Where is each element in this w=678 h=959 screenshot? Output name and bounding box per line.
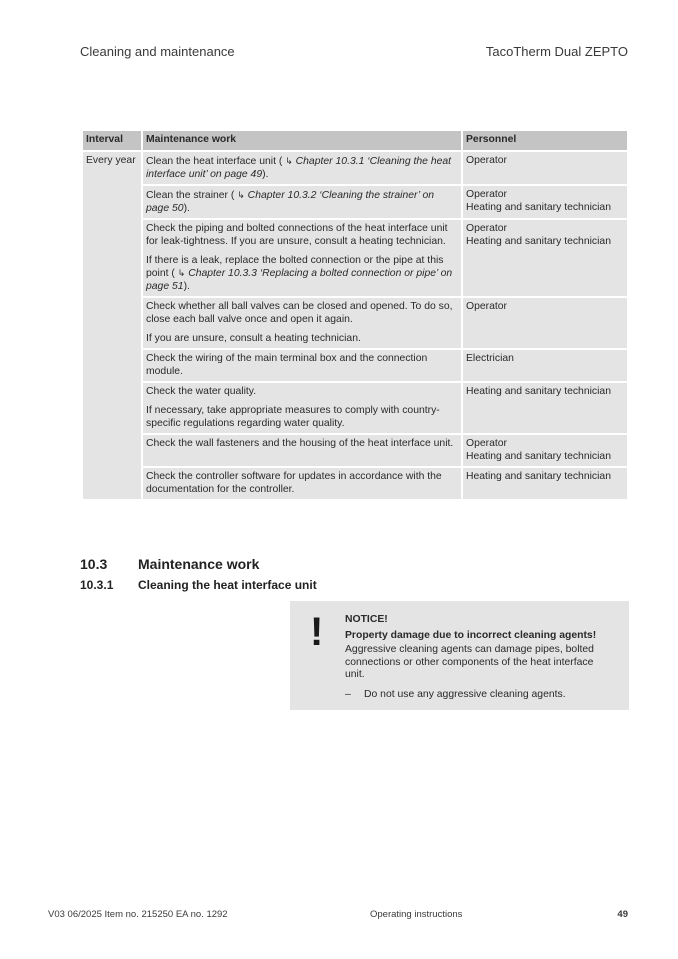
chapter-cross-reference-link[interactable]: Chapter 10.3.3 ‘Replacing a bolted connection or pipe’ on page 51	[146, 268, 453, 292]
personnel-role: Operator	[466, 155, 508, 166]
column-header-personnel: Personnel	[463, 131, 627, 150]
work-text: Check the wiring of the main terminal box and the connection module.	[146, 353, 428, 377]
footer-doc-type: Operating instructions	[370, 909, 463, 920]
cross-reference-arrow-icon: ↳	[177, 268, 186, 279]
maintenance-work-cell	[143, 220, 461, 296]
column-header-maintenance-work: Maintenance work	[143, 131, 461, 150]
maintenance-table	[81, 129, 629, 501]
personnel-cell	[463, 350, 627, 381]
notice-title: NOTICE!	[345, 614, 388, 625]
maintenance-work-cell	[143, 152, 461, 184]
work-text: Clean the strainer (	[146, 190, 238, 202]
work-text: If necessary, take appropriate measures to comply with country-specific regulations regarding water quality.	[146, 404, 440, 429]
subsection-number: 10.3.1	[80, 578, 114, 592]
maintenance-work-cell	[143, 186, 461, 218]
personnel-cell	[463, 220, 627, 296]
column-header-interval: Interval	[83, 131, 141, 150]
personnel-role: Heating and sanitary technician	[466, 201, 611, 213]
work-paragraph	[146, 223, 458, 248]
table-row	[83, 468, 627, 499]
work-paragraph	[146, 405, 458, 430]
notice-text: Aggressive cleaning agents can damage pipes, bolted connections or other components of the heat interface unit.	[345, 644, 594, 681]
work-paragraph	[146, 471, 458, 496]
personnel-role: Operator	[466, 189, 508, 201]
notice-bullet-text: Do not use any aggressive cleaning agents.	[364, 688, 566, 700]
table-header-row	[83, 131, 627, 150]
personnel-role: Operator	[466, 438, 508, 450]
notice-box	[290, 601, 629, 710]
table-row	[83, 298, 627, 348]
personnel-role: Heating and sanitary technician	[466, 471, 611, 483]
work-paragraph	[146, 353, 458, 378]
maintenance-work-cell	[143, 435, 461, 466]
work-text: Check the water quality.	[146, 386, 257, 398]
work-paragraph	[146, 333, 458, 346]
cross-reference-arrow-icon: ↳	[285, 156, 293, 166]
chapter-cross-reference-link[interactable]: Chapter 10.3.1 ‘Cleaning the heat interface unit’ on page 49	[146, 156, 452, 180]
exclamation-icon: !	[310, 610, 324, 654]
work-text: Clean the heat interface unit (	[146, 156, 286, 167]
table-row	[83, 435, 627, 466]
personnel-role: Heating and sanitary technician	[466, 235, 611, 247]
personnel-cell	[463, 186, 627, 218]
work-text-end: ).	[183, 202, 190, 214]
work-paragraph	[146, 386, 458, 399]
table-row	[83, 220, 627, 296]
work-text-end: ).	[183, 280, 190, 292]
work-paragraph	[146, 438, 458, 451]
work-paragraph	[146, 255, 458, 294]
personnel-role: Heating and sanitary technician	[466, 386, 611, 398]
maintenance-work-cell	[143, 298, 461, 348]
cross-reference-arrow-icon: ↳	[237, 190, 245, 201]
work-text: Check whether all ball valves can be closed and opened. To do so, close each ball valve once and open it again.	[146, 301, 453, 325]
table-row	[83, 152, 627, 184]
table-row	[83, 350, 627, 381]
work-paragraph	[146, 155, 458, 181]
interval-cell: Every year	[83, 152, 141, 499]
table-row	[83, 186, 627, 218]
maintenance-work-cell	[143, 468, 461, 499]
personnel-role: Operator	[466, 301, 508, 313]
work-paragraph	[146, 189, 458, 215]
notice-subtitle: Property damage due to incorrect cleaning agents!	[345, 629, 597, 641]
personnel-role: Electrician	[466, 353, 514, 365]
personnel-role: Operator	[466, 223, 508, 235]
section-title: Maintenance work	[138, 556, 260, 572]
header-section-title: Cleaning and maintenance	[80, 44, 235, 59]
work-text: Check the wall fasteners and the housing of the heat interface unit.	[146, 438, 454, 450]
work-text: If you are unsure, consult a heating technician.	[146, 332, 361, 344]
header-product-name: TacoTherm Dual ZEPTO	[485, 44, 628, 59]
personnel-cell	[463, 298, 627, 348]
bullet-dash: –	[345, 688, 351, 700]
work-paragraph	[146, 301, 458, 326]
work-text: If there is a leak, replace the bolted connection or the pipe at this point (	[146, 254, 444, 280]
table-row	[83, 383, 627, 433]
notice-body	[345, 614, 610, 702]
work-text: Check the controller software for updates in accordance with the documentation for the controller.	[146, 471, 442, 495]
maintenance-work-cell	[143, 383, 461, 433]
personnel-cell	[463, 383, 627, 433]
personnel-cell	[463, 435, 627, 466]
maintenance-work-cell	[143, 350, 461, 381]
notice-bullet	[345, 689, 610, 702]
personnel-role: Heating and sanitary technician	[466, 450, 611, 462]
personnel-cell	[463, 152, 627, 184]
page-number: 49	[617, 909, 628, 920]
work-text: Check the piping and bolted connections of the heat interface unit for leak-tightness. If you are unsure, consult a heating technician.	[146, 223, 448, 247]
personnel-cell	[463, 468, 627, 499]
work-text-end: ).	[262, 168, 269, 180]
section-number: 10.3	[80, 556, 108, 572]
footer-document-info: V03 06/2025 Item no. 215250 EA no. 1292	[48, 909, 228, 920]
subsection-title: Cleaning the heat interface unit	[138, 578, 317, 592]
chapter-cross-reference-link[interactable]: Chapter 10.3.2 ‘Cleaning the strainer’ on page 50	[146, 190, 435, 214]
